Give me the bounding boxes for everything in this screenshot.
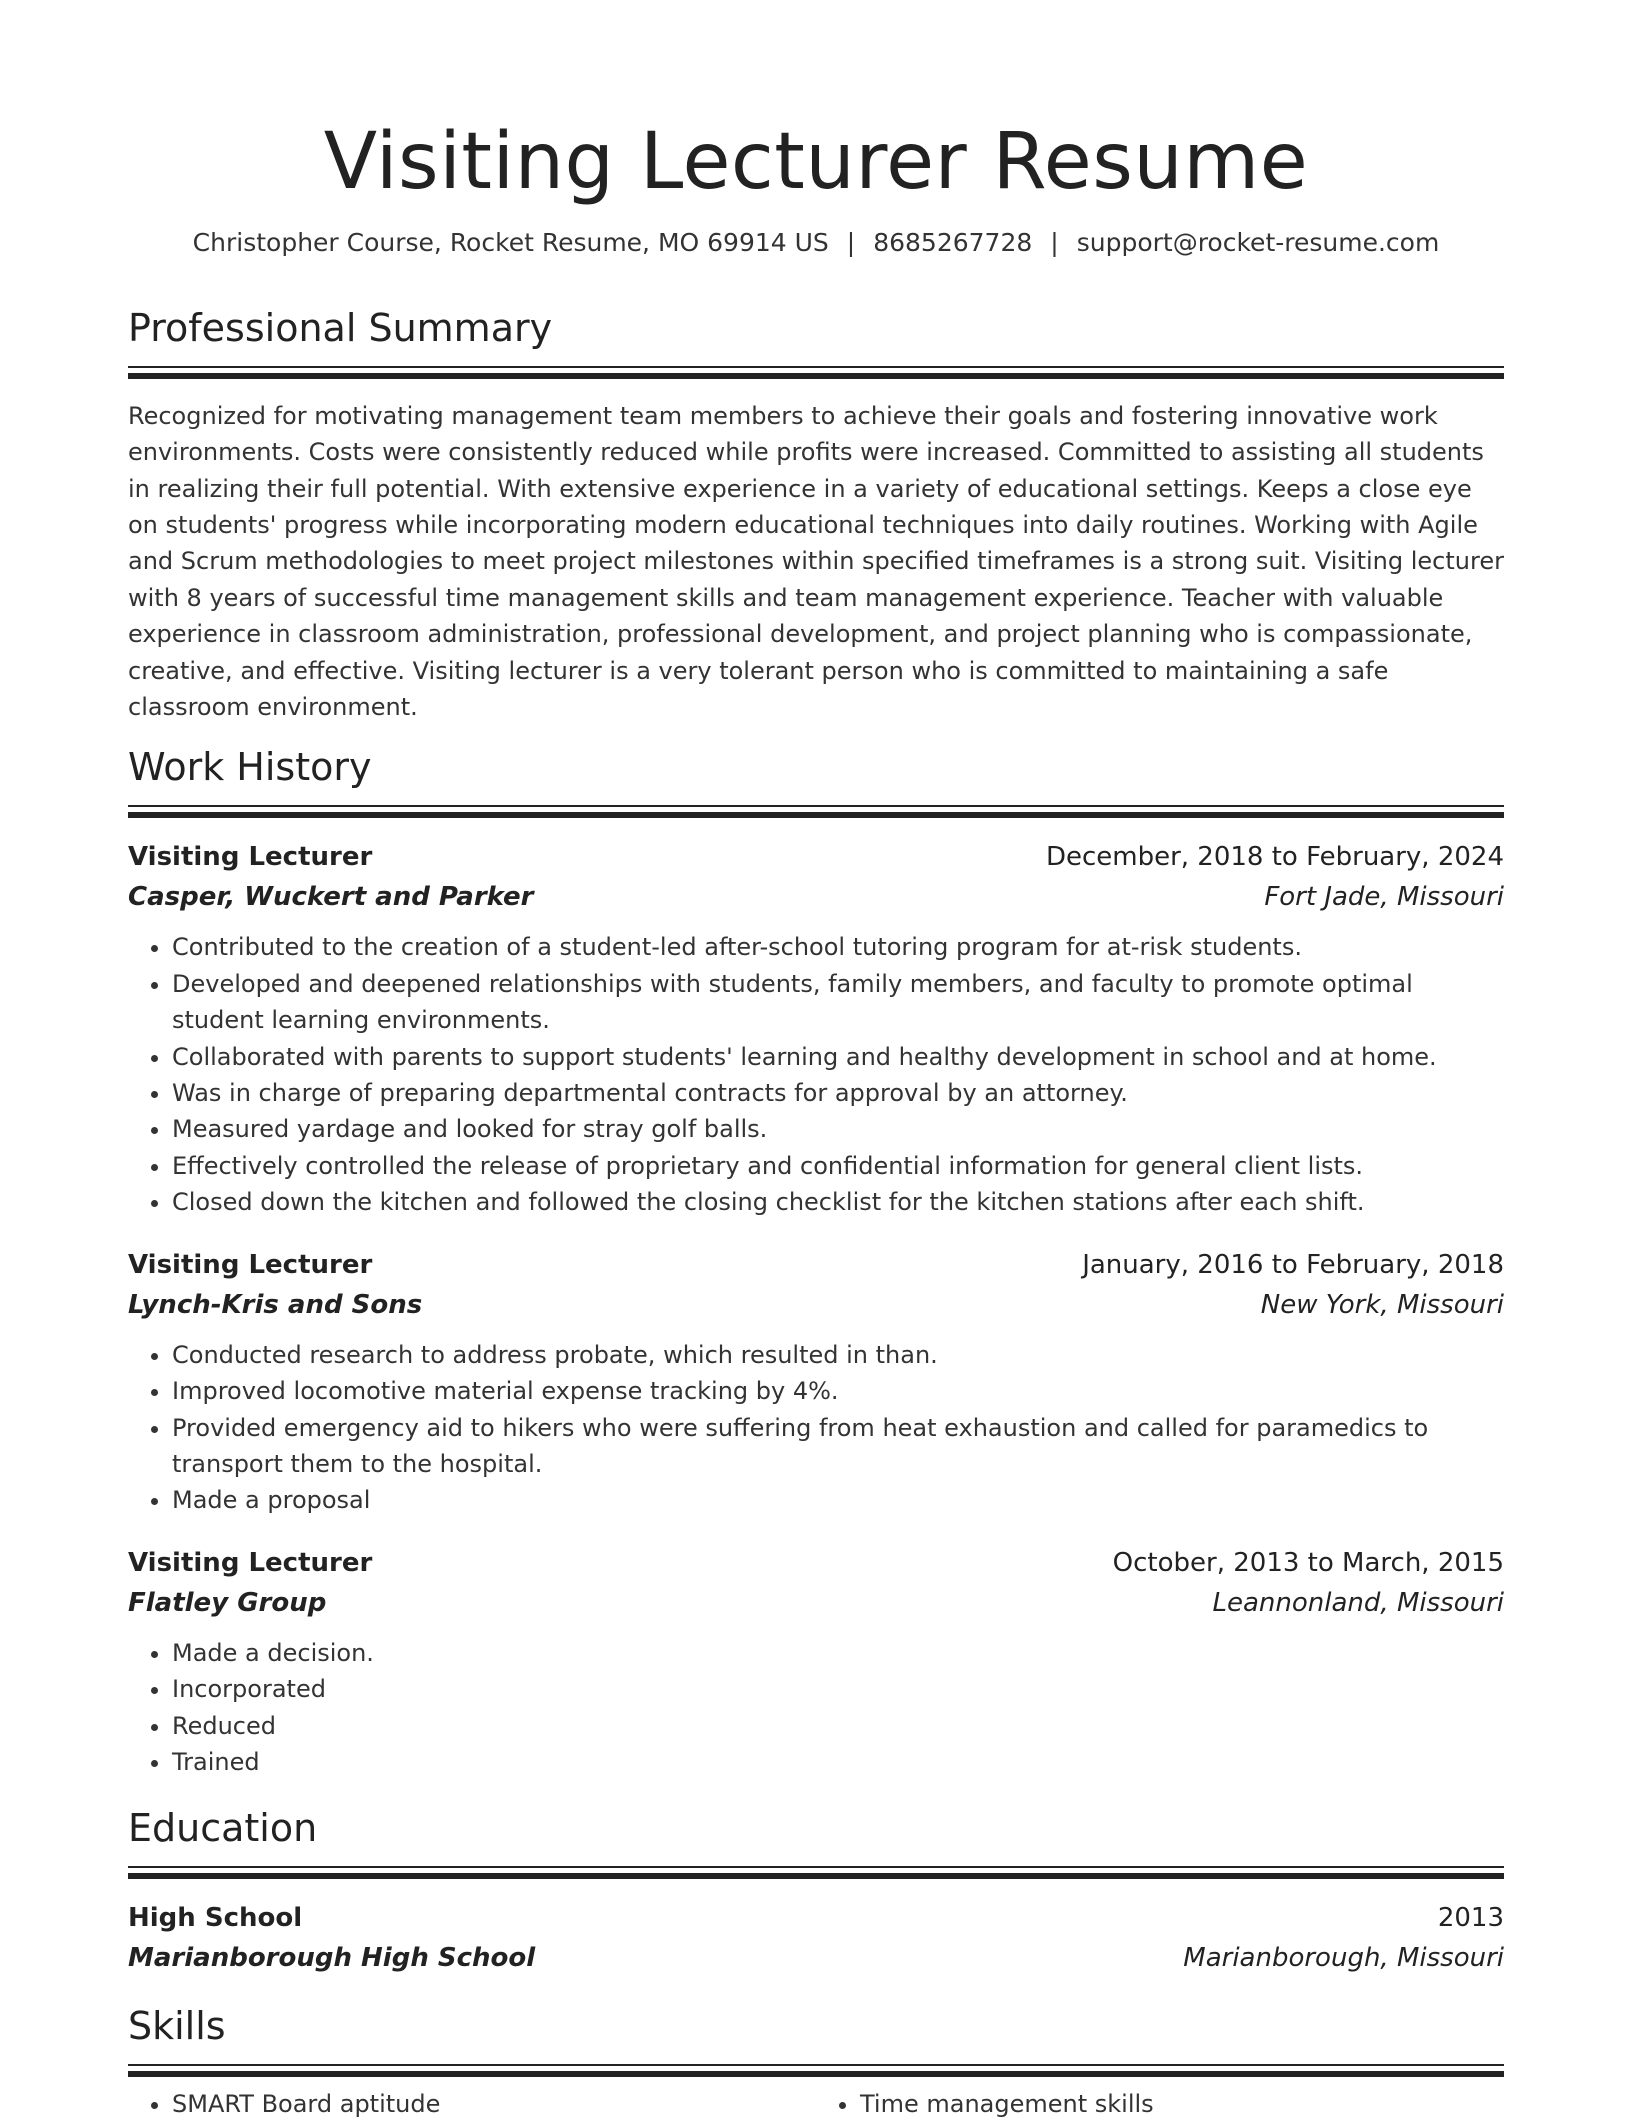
skill-item: • SMART Board aptitude bbox=[172, 2086, 816, 2122]
job-dates: January, 2016 to February, 2018 bbox=[1082, 1249, 1504, 1280]
job-location: Fort Jade, Missouri bbox=[1264, 882, 1504, 913]
section-heading-work-history: Work History bbox=[128, 745, 372, 790]
job-company: Casper, Wuckert and Parker bbox=[128, 882, 534, 913]
job-company-row bbox=[128, 1583, 1504, 1623]
section-heading-skills: Skills bbox=[128, 2004, 226, 2049]
job-entry bbox=[128, 837, 1504, 1220]
job-header-row bbox=[128, 1543, 1504, 1583]
section-heading-education: Education bbox=[128, 1806, 318, 1851]
education-entry bbox=[128, 1898, 1504, 1978]
job-company-row bbox=[128, 1285, 1504, 1325]
job-title: Visiting Lecturer bbox=[128, 842, 373, 873]
list-item: • Contributed to the creation of a student-led after-school tutoring program for at-risk students. bbox=[172, 929, 1504, 965]
job-dates: October, 2013 to March, 2015 bbox=[1112, 1547, 1504, 1578]
job-entry bbox=[128, 1245, 1504, 1519]
job-location: New York, Missouri bbox=[1260, 1289, 1504, 1320]
contact-separator: | bbox=[846, 227, 856, 257]
work-history-section bbox=[128, 741, 1504, 1780]
contact-address: Christopher Course, Rocket Resume, MO 69914 US bbox=[192, 227, 829, 257]
contact-separator: | bbox=[1050, 227, 1059, 257]
job-header-row bbox=[128, 1245, 1504, 1285]
job-bullets bbox=[128, 1635, 1504, 1781]
list-item: • Conducted research to address probate, which resulted in than. bbox=[172, 1337, 1504, 1373]
list-item: • Closed down the kitchen and followed the closing checklist for the kitchen stations after each shift. bbox=[172, 1184, 1504, 1220]
contact-email: support@rocket-resume.com bbox=[1076, 227, 1440, 257]
list-item: • Effectively controlled the release of proprietary and confidential information for general client lists. bbox=[172, 1148, 1504, 1184]
job-bullets bbox=[128, 929, 1504, 1220]
job-company: Flatley Group bbox=[128, 1587, 327, 1618]
education-year: 2013 bbox=[1437, 1903, 1504, 1934]
section-divider bbox=[128, 366, 1504, 380]
list-item: • Reduced bbox=[172, 1708, 1504, 1744]
list-item: • Made a proposal bbox=[172, 1482, 1504, 1518]
list-item: • Developed and deepened relationships with students, family members, and faculty to promote optimal student learning environments. bbox=[172, 966, 1504, 1039]
education-location: Marianborough, Missouri bbox=[1183, 1943, 1504, 1974]
section-divider bbox=[128, 805, 1504, 819]
contact-phone: 8685267728 bbox=[873, 227, 1033, 257]
job-dates: December, 2018 to February, 2024 bbox=[1045, 842, 1504, 873]
job-header-row bbox=[128, 837, 1504, 877]
skills-section bbox=[128, 2000, 1504, 2122]
education-degree: High School bbox=[128, 1903, 303, 1934]
list-item: • Collaborated with parents to support students' learning and healthy development in school and at home. bbox=[172, 1039, 1504, 1075]
section-heading-summary: Professional Summary bbox=[128, 305, 553, 350]
list-item: • Improved locomotive material expense tracking by 4%. bbox=[172, 1373, 1504, 1409]
list-item: • Made a decision. bbox=[172, 1635, 1504, 1671]
list-item: • Provided emergency aid to hikers who were suffering from heat exhaustion and called for paramedics to transport them to the hospital. bbox=[172, 1410, 1504, 1483]
resume-page bbox=[128, 0, 1504, 2123]
section-divider bbox=[128, 2064, 1504, 2078]
job-title: Visiting Lecturer bbox=[128, 1249, 373, 1280]
job-bullets bbox=[128, 1337, 1504, 1519]
summary-section bbox=[128, 302, 1504, 726]
job-location: Leannonland, Missouri bbox=[1212, 1587, 1504, 1618]
skills-list-left bbox=[128, 2086, 816, 2122]
job-company-row bbox=[128, 877, 1504, 917]
job-company: Lynch-Kris and Sons bbox=[128, 1289, 423, 1320]
list-item: • Measured yardage and looked for stray golf balls. bbox=[172, 1111, 1504, 1147]
skill-item: • Time management skills bbox=[860, 2086, 1504, 2122]
list-item: • Trained bbox=[172, 1744, 1504, 1780]
contact-line bbox=[128, 226, 1504, 260]
education-school-row bbox=[128, 1938, 1504, 1978]
education-school: Marianborough High School bbox=[128, 1943, 536, 1974]
list-item: • Incorporated bbox=[172, 1671, 1504, 1707]
education-section bbox=[128, 1802, 1504, 1978]
education-header-row bbox=[128, 1898, 1504, 1938]
job-entry bbox=[128, 1543, 1504, 1781]
skills-list-right bbox=[816, 2086, 1504, 2122]
skills-grid bbox=[128, 2086, 1504, 2122]
list-item: • Was in charge of preparing departmental contracts for approval by an attorney. bbox=[172, 1075, 1504, 1111]
resume-title: Visiting Lecturer Resume bbox=[323, 117, 1309, 207]
summary-text: Recognized for motivating management team members to achieve their goals and fostering innovative work environments. Costs were consistently reduced while profits were increased. Committed to assisting all students in realizing their full potential. With extensive experience in a variety of educational settings. Keeps a close eye on students' progress while incorporating modern educational techniques into daily routines. Working with Agile and Scrum methodologies to meet project milestones within specified timeframes is a strong suit. Visiting lecturer with 8 years of successful time management skills and team management experience. Teacher with valuable experience in classroom administration, professional development, and project planning who is compassionate, creative, and effective. Visiting lecturer is a very tolerant person who is committed to maintaining a safe classroom environment. bbox=[128, 401, 1504, 722]
job-title: Visiting Lecturer bbox=[128, 1547, 373, 1578]
section-divider bbox=[128, 1866, 1504, 1880]
